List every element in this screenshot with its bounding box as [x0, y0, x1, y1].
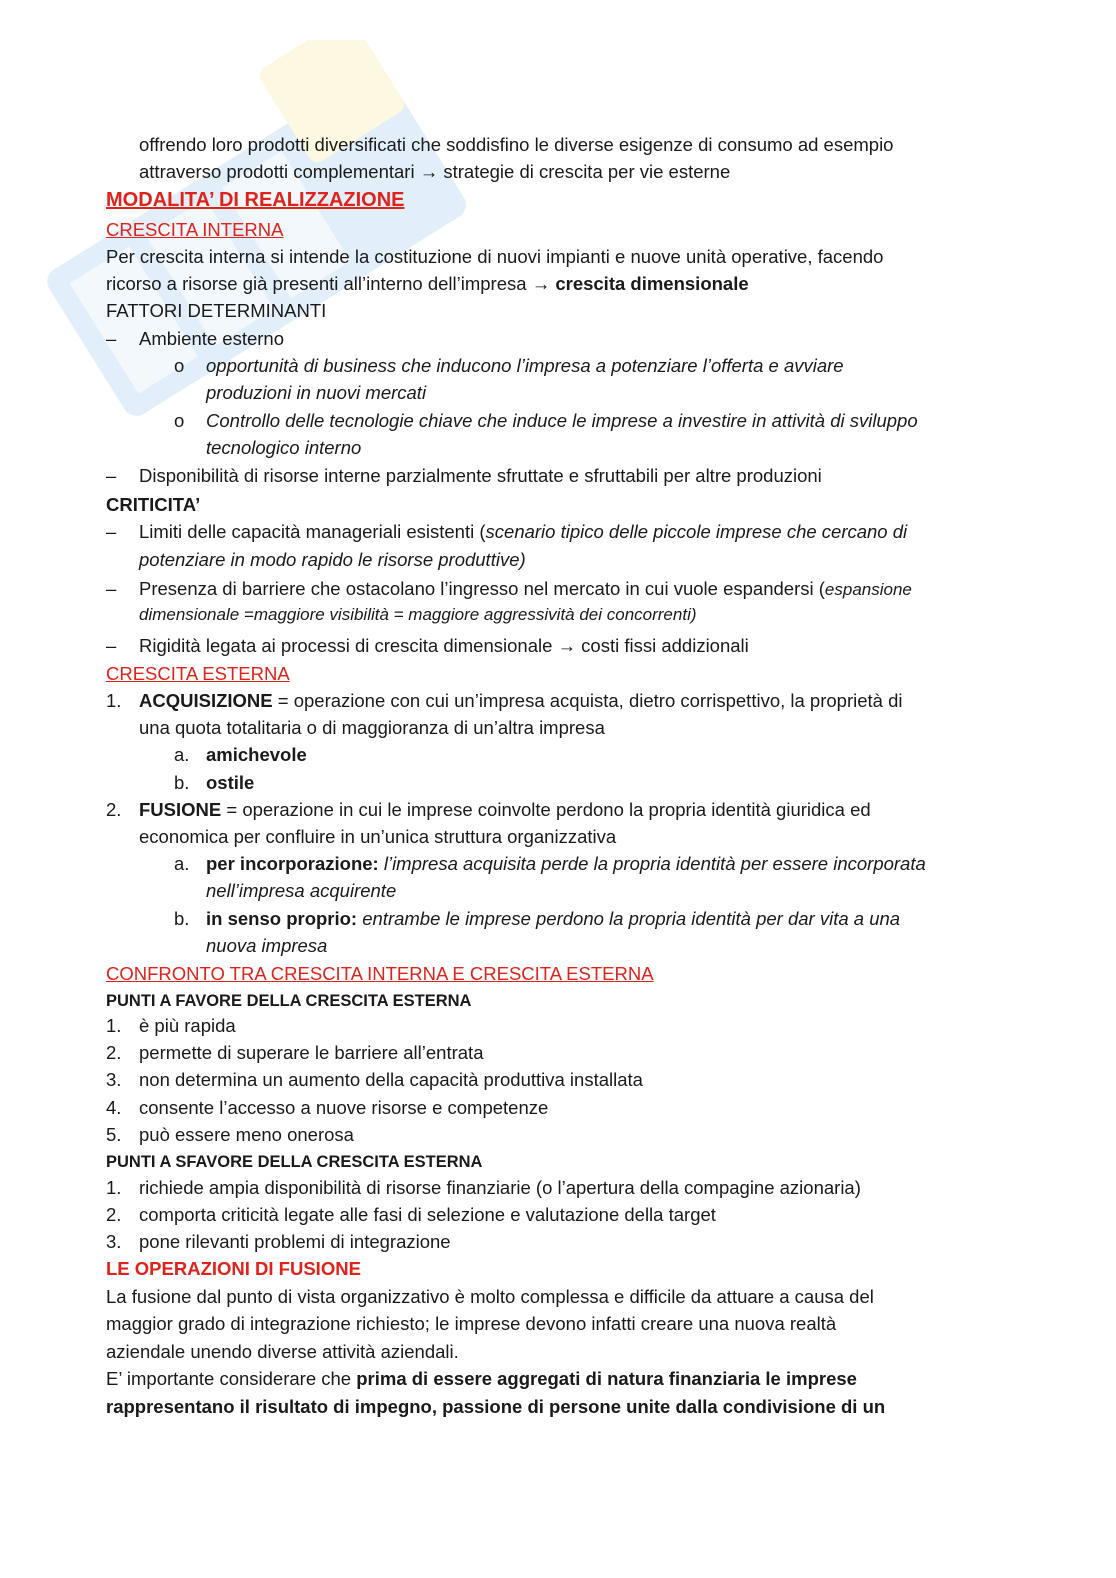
ostile-text: ostile [206, 772, 255, 793]
incorporazione-label: per incorporazione: [206, 853, 379, 874]
dash-bullet: – [106, 328, 117, 349]
sfavore-item-text: richiede ampia disponibilità di risorse finanziarie (o l’apertura della compagine azionaria) [139, 1177, 861, 1198]
fattore-ambiente-text: Ambiente esterno [139, 328, 285, 349]
list-number: 2. [106, 799, 122, 820]
criticita-1-line-2: potenziare in modo rapido le risorse produttive) [139, 549, 526, 570]
crescita-esterna-heading: CRESCITA ESTERNA [106, 663, 290, 684]
list-letter: a. [174, 853, 190, 874]
list-number: 2. [106, 1042, 122, 1063]
dash-bullet: – [106, 635, 117, 656]
criticita-3a: Rigidità legata ai processi di crescita dimensionale [139, 635, 553, 656]
arrow-right-icon: → [557, 635, 577, 656]
favore-item-text: consente l’accesso a nuove risorse e competenze [139, 1097, 549, 1118]
senso-proprio-label: in senso proprio: [206, 908, 358, 929]
sfavore-item-text: pone rilevanti problemi di integrazione [139, 1231, 451, 1252]
fusione-para-line-2: maggior grado di integrazione richiesto; le imprese devono infatti creare una nuova realtà [106, 1313, 837, 1334]
criticita-1-italic: scenario tipico delle piccole imprese che cercano di [485, 521, 908, 542]
modalita-heading: MODALITA’ DI REALIZZAZIONE [106, 189, 405, 211]
fusione-para-line-4 [0, 1367, 1116, 1391]
sub-item-1-line-1: opportunità di business che inducono l’impresa a potenziare l’offerta e avviare [206, 355, 844, 376]
fusione-para-4b: prima di essere aggregati di natura finanziaria le imprese [356, 1368, 857, 1389]
incorporazione-text-1: l’impresa acquisita perde la propria identità per essere incorporata [378, 853, 926, 874]
amichevole-text: amichevole [206, 744, 307, 765]
circle-bullet: o [174, 410, 185, 431]
operazioni-fusione-heading: LE OPERAZIONI DI FUSIONE [106, 1258, 361, 1279]
favore-item-text: è più rapida [139, 1015, 236, 1036]
circle-bullet: o [174, 355, 185, 376]
acquisizione-text-2: una quota totalitaria o di maggioranza di un’altra impresa [139, 717, 605, 738]
intro-line-2 [0, 160, 1116, 184]
sfavore-item-text: comporta criticità legate alle fasi di selezione e valutazione della target [139, 1204, 716, 1225]
acquisizione-text-1: = operazione con cui un’impresa acquista, dietro corrispettivo, la proprietà di [272, 690, 903, 711]
interna-para-2b: crescita dimensionale [555, 273, 749, 294]
list-letter: b. [174, 908, 190, 929]
dash-bullet: – [106, 521, 117, 542]
list-number: 2. [106, 1204, 122, 1225]
fusione-para-line-3: aziendale unendo diverse attività aziendali. [106, 1341, 459, 1362]
dash-bullet: – [106, 465, 117, 486]
intro-text-1: offrendo loro prodotti diversificati che soddisfino le diverse esigenze di consumo ad esempio [139, 134, 894, 155]
sub-item-2-line-1: Controllo delle tecnologie chiave che induce le imprese a investire in attività di sviluppo [206, 410, 918, 431]
intro-text-2b: strategie di crescita per vie esterne [443, 161, 731, 182]
arrow-right-icon: → [419, 161, 439, 182]
sub-item-1-line-2: produzioni in nuovi mercati [206, 382, 427, 403]
senso-proprio-text-1: entrambe le imprese perdono la propria identità per dar vita a una [357, 908, 901, 929]
criticita-3b: costi fissi addizionali [581, 635, 749, 656]
interna-para-2a: ricorso a risorse già presenti all’interno dell’impresa [106, 273, 527, 294]
arrow-right-icon: → [531, 273, 551, 294]
criticita-2-line-2: dimensionale =maggiore visibilità = maggiore aggressività dei concorrenti) [139, 605, 697, 624]
fusione-text-2: economica per confluire in un’unica struttura organizzativa [139, 826, 617, 847]
intro-line-1 [0, 133, 1116, 157]
list-number: 5. [106, 1124, 122, 1145]
fusione-para-4a: E’ importante considerare che [106, 1368, 357, 1389]
fusione-label: FUSIONE [139, 799, 222, 820]
list-letter: b. [174, 772, 190, 793]
fusione-para-line-5: rappresentano il risultato di impegno, passione di persone unite dalla condivisione di un [106, 1396, 886, 1417]
favore-heading: PUNTI A FAVORE DELLA CRESCITA ESTERNA [106, 992, 472, 1010]
crescita-interna-heading: CRESCITA INTERNA [106, 219, 284, 240]
fattori-heading: FATTORI DETERMINANTI [106, 300, 327, 321]
list-number: 1. [106, 690, 122, 711]
fattore-disponibilita-text: Disponibilità di risorse interne parzialmente sfruttate e sfruttabili per altre produzioni [139, 465, 822, 486]
intro-text-2a: attraverso prodotti complementari [139, 161, 415, 182]
favore-item-text: permette di superare le barriere all’entrata [139, 1042, 484, 1063]
sub-item-2-line-2: tecnologico interno [206, 437, 362, 458]
list-number: 4. [106, 1097, 122, 1118]
criticita-2-italic: espansione [824, 580, 912, 599]
list-number: 1. [106, 1177, 122, 1198]
interna-para-line-1: Per crescita interna si intende la costituzione di nuovi impianti e nuove unità operative, facendo [106, 246, 884, 267]
acquisizione-label: ACQUISIZIONE [139, 690, 273, 711]
list-letter: a. [174, 744, 190, 765]
favore-item-text: può essere meno onerosa [139, 1124, 354, 1145]
criticita-1-plain: Limiti delle capacità manageriali esistenti ( [139, 521, 486, 542]
list-number: 3. [106, 1069, 122, 1090]
criticita-2-plain: Presenza di barriere che ostacolano l’ingresso nel mercato in cui vuole espandersi ( [139, 578, 825, 599]
list-number: 3. [106, 1231, 122, 1252]
senso-proprio-text-2: nuova impresa [206, 935, 328, 956]
dash-bullet: – [106, 578, 117, 599]
list-number: 1. [106, 1015, 122, 1036]
sfavore-heading: PUNTI A SFAVORE DELLA CRESCITA ESTERNA [106, 1153, 483, 1171]
incorporazione-text-2: nell’impresa acquirente [206, 880, 397, 901]
fusione-text-1: = operazione in cui le imprese coinvolte perdono la propria identità giuridica ed [221, 799, 871, 820]
criticita-heading: CRITICITA’ [106, 494, 201, 515]
fusione-para-line-1: La fusione dal punto di vista organizzativo è molto complessa e difficile da attuare a causa del [106, 1286, 874, 1307]
interna-para-line-2 [0, 272, 1116, 296]
favore-item-text: non determina un aumento della capacità produttiva installata [139, 1069, 643, 1090]
confronto-heading: CONFRONTO TRA CRESCITA INTERNA E CRESCITA ESTERNA [106, 963, 654, 984]
